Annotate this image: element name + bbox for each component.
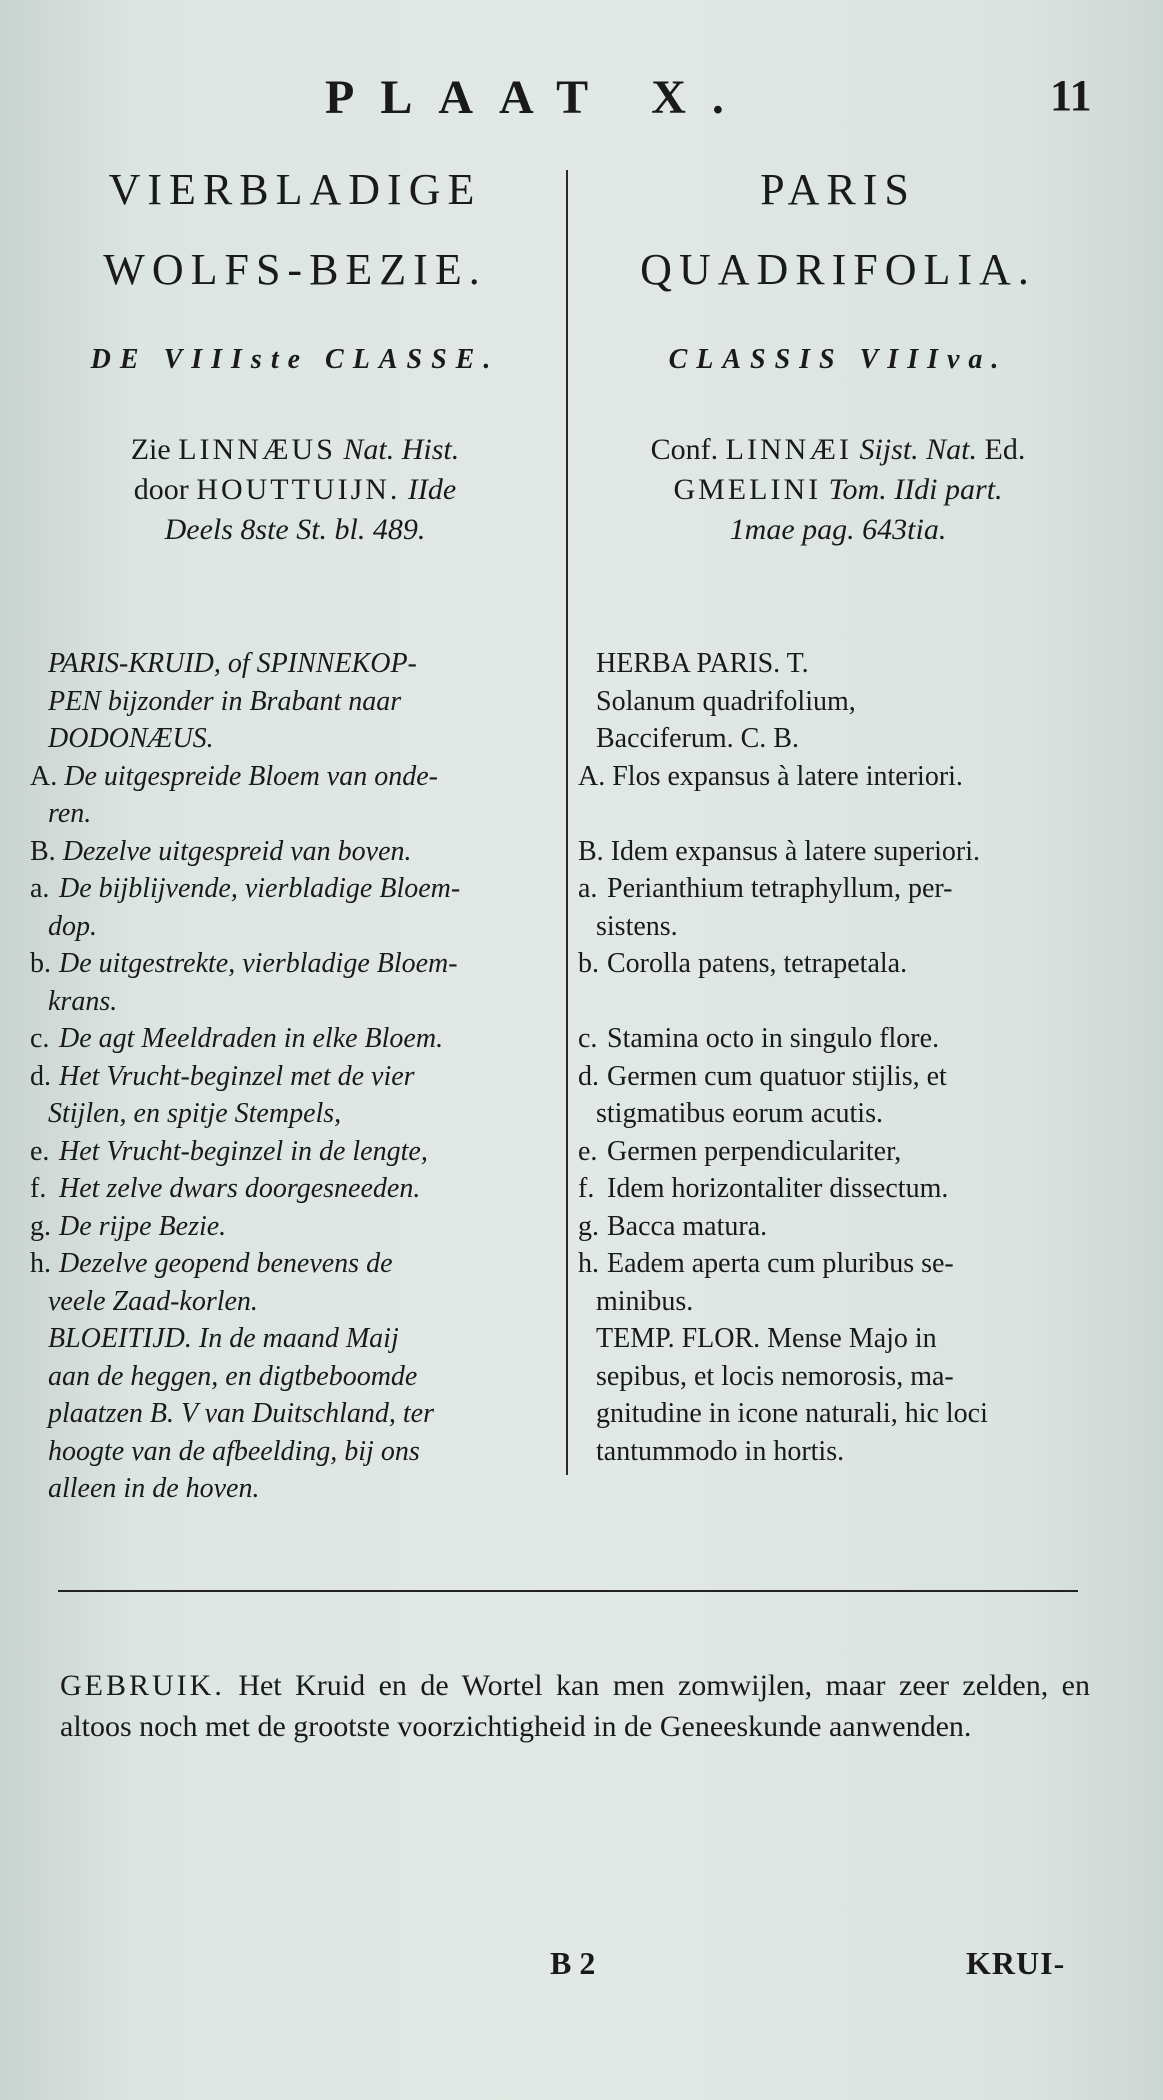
item-text: Dezelve uitgespreid van boven. <box>62 835 412 867</box>
item-label: e. <box>30 1135 50 1167</box>
item-text: De bijblijvende, vierbladige Bloem- <box>59 873 461 904</box>
item-label: e. <box>578 1135 598 1167</box>
description-line <box>30 1170 560 1208</box>
usage-lead: GEBRUIK. <box>60 1669 225 1702</box>
item-label: f. <box>30 1173 47 1204</box>
item-text: Corolla patens, tetrapetala. <box>607 948 908 979</box>
item-text: alleen in de hoven. <box>48 1473 260 1504</box>
description-line <box>578 1358 1098 1396</box>
description-line <box>30 1395 560 1433</box>
latin-description <box>578 645 1098 1470</box>
description-line <box>30 945 560 983</box>
horizontal-rule <box>58 1590 1078 1592</box>
item-text: Eadem aperta cum pluribus se- <box>607 1248 954 1279</box>
ref-author: HOUTTUIJN. <box>196 473 401 506</box>
item-label: A. <box>578 760 606 792</box>
item-text: Perianthium tetraphyllum, per- <box>607 873 953 904</box>
dutch-class: DE VIIIste CLASSE. <box>90 344 500 375</box>
description-line <box>30 1020 560 1058</box>
description-line <box>30 1470 560 1508</box>
item-text: sistens. <box>596 910 678 942</box>
ref-author: LINNÆUS <box>178 433 336 466</box>
item-text: Dezelve geopend benevens de <box>59 1248 393 1279</box>
item-label: B. <box>578 835 604 867</box>
plate-heading: PLAAT X. <box>325 71 750 124</box>
description-line <box>578 1320 1098 1358</box>
item-label: a. <box>30 873 50 904</box>
ref-page: Deels 8ste St. bl. 489. <box>164 513 426 546</box>
description-line <box>30 1208 560 1246</box>
item-text: Stamina octo in singulo flore. <box>607 1023 940 1054</box>
description-line <box>30 1095 560 1133</box>
description-line <box>578 1020 1098 1058</box>
item-label: d. <box>30 1060 51 1092</box>
item-text: HERBA PARIS. T. <box>596 648 809 679</box>
usage-text: Het Kruid en de Wortel kan men zomwijlen, maar zeer zelden, en altoos noch met de grootste voorzichtigheid in de Geneeskunde aanwenden. <box>60 1669 1091 1743</box>
description-line <box>578 833 1098 871</box>
description-line <box>578 1170 1098 1208</box>
description-line <box>30 1245 560 1283</box>
latin-class: CLASSIS VIIIva. <box>668 344 1008 375</box>
item-text: gnitudine in icone naturali, hic loci <box>596 1398 988 1429</box>
item-text: De uitgespreide Bloem van onde- <box>64 760 438 792</box>
item-text: Bacciferum. C. B. <box>596 723 799 754</box>
catchword: KRUI- <box>966 1945 1066 1981</box>
item-label: b. <box>30 948 51 979</box>
item-label: d. <box>578 1060 599 1092</box>
signature-mark: B 2 <box>550 1945 596 1981</box>
item-text: veele Zaad-korlen. <box>48 1285 258 1317</box>
description-line <box>578 1208 1098 1246</box>
description-line <box>30 1133 560 1171</box>
description-line <box>30 1283 560 1321</box>
item-text: plaatzen B. V van Duitschland, ter <box>48 1398 434 1429</box>
item-text: TEMP. FLOR. Mense Majo in <box>596 1323 937 1354</box>
item-text: Het zelve dwars doorgesneeden. <box>59 1173 421 1204</box>
item-label: h. <box>30 1248 51 1279</box>
item-text: BLOEITIJD. In de maand Maij <box>48 1323 399 1354</box>
item-text: De agt Meeldraden in elke Bloem. <box>59 1023 444 1054</box>
item-text: sepibus, et locis nemorosis, ma- <box>596 1360 954 1392</box>
item-text: tantummodo in hortis. <box>596 1435 845 1467</box>
ref-work: Sijst. Nat. <box>859 433 977 466</box>
item-label: g. <box>30 1210 51 1242</box>
description-line <box>578 758 1098 796</box>
description-line <box>30 833 560 871</box>
item-text: Germen perpendiculariter, <box>607 1135 902 1167</box>
description-line <box>578 870 1098 908</box>
description-line <box>30 758 560 796</box>
item-text: Idem horizontaliter dissectum. <box>607 1173 949 1204</box>
item-text: Bacca matura. <box>607 1210 768 1242</box>
description-line <box>30 1358 560 1396</box>
description-line <box>578 645 1098 683</box>
ref-volume: Tom. IIdi part. <box>828 473 1003 506</box>
item-label: c. <box>578 1023 598 1054</box>
item-text: krans. <box>48 985 118 1017</box>
item-label: a. <box>578 873 598 904</box>
item-label: b. <box>578 948 599 979</box>
description-line <box>578 1245 1098 1283</box>
item-text: DODONÆUS. <box>48 723 214 754</box>
description-line <box>578 1283 1098 1321</box>
description-line <box>578 683 1098 721</box>
ref-text: Ed. <box>984 433 1026 466</box>
dutch-description <box>30 645 560 1508</box>
description-line <box>578 983 1098 1021</box>
description-line <box>30 1320 560 1358</box>
description-line <box>30 870 560 908</box>
item-text: Idem expansus à latere superiori. <box>610 835 980 867</box>
description-line <box>578 945 1098 983</box>
description-line <box>578 908 1098 946</box>
item-text: ren. <box>48 798 92 829</box>
item-text: aan de heggen, en digtbeboomde <box>48 1360 418 1392</box>
running-head <box>0 70 1163 124</box>
description-line <box>578 1395 1098 1433</box>
ref-author: LINNÆI <box>725 433 852 466</box>
description-line <box>30 983 560 1021</box>
item-text: Stijlen, en spitje Stempels, <box>48 1098 342 1129</box>
description-line <box>30 720 560 758</box>
description-line <box>578 1133 1098 1171</box>
description-line <box>578 795 1098 833</box>
description-line <box>578 1095 1098 1133</box>
left-column-header <box>30 150 560 550</box>
ref-text: door <box>133 473 189 506</box>
latin-title-line2: QUADRIFOLIA. <box>640 245 1036 294</box>
item-text: Flos expansus à latere interiori. <box>612 760 963 792</box>
item-text: stigmatibus eorum acutis. <box>596 1098 883 1129</box>
item-label: B. <box>30 835 56 867</box>
description-line <box>30 1433 560 1471</box>
item-text: Het Vrucht-beginzel in de lengte, <box>59 1135 428 1167</box>
page-number: 11 <box>1050 71 1092 120</box>
item-label: c. <box>30 1023 50 1054</box>
description-line <box>578 1058 1098 1096</box>
item-text: dop. <box>48 910 97 942</box>
description-line <box>30 1058 560 1096</box>
ref-text: Conf. <box>650 433 719 466</box>
ref-text: Zie <box>130 433 171 466</box>
usage-paragraph <box>60 1665 1090 1747</box>
item-label: A. <box>30 760 58 792</box>
description-line <box>578 720 1098 758</box>
dutch-title-line2: WOLFS-BEZIE. <box>103 245 487 294</box>
item-text: De uitgestrekte, vierbladige Bloem- <box>59 948 458 979</box>
description-line <box>30 645 560 683</box>
item-label: f. <box>578 1173 595 1204</box>
description-line <box>30 795 560 833</box>
item-text: PARIS-KRUID, of SPINNEKOP- <box>48 648 417 679</box>
ref-author: GMELINI <box>673 473 822 506</box>
item-label: g. <box>578 1210 599 1242</box>
item-text: hoogte van de afbeelding, bij ons <box>48 1435 420 1467</box>
ref-page: 1mae pag. 643tia. <box>729 513 947 546</box>
item-text: PEN bijzonder in Brabant naar <box>48 685 402 717</box>
item-text: Germen cum quatuor stijlis, et <box>607 1060 947 1092</box>
description-line <box>30 683 560 721</box>
description-line <box>578 1433 1098 1471</box>
item-text: Solanum quadrifolium, <box>596 685 856 717</box>
ref-volume: IIde <box>407 473 457 506</box>
description-line <box>30 908 560 946</box>
column-divider <box>566 170 568 1475</box>
item-label: h. <box>578 1248 599 1279</box>
latin-reference <box>578 430 1098 550</box>
item-text: De rijpe Bezie. <box>59 1210 227 1242</box>
right-column-header <box>578 150 1098 550</box>
item-text: Het Vrucht-beginzel met de vier <box>59 1060 415 1092</box>
dutch-reference <box>30 430 560 550</box>
ref-work: Nat. Hist. <box>343 433 460 466</box>
latin-title-line1: PARIS <box>760 165 916 214</box>
dutch-title-line1: VIERBLADIGE <box>108 165 482 214</box>
item-text: minibus. <box>596 1285 694 1317</box>
